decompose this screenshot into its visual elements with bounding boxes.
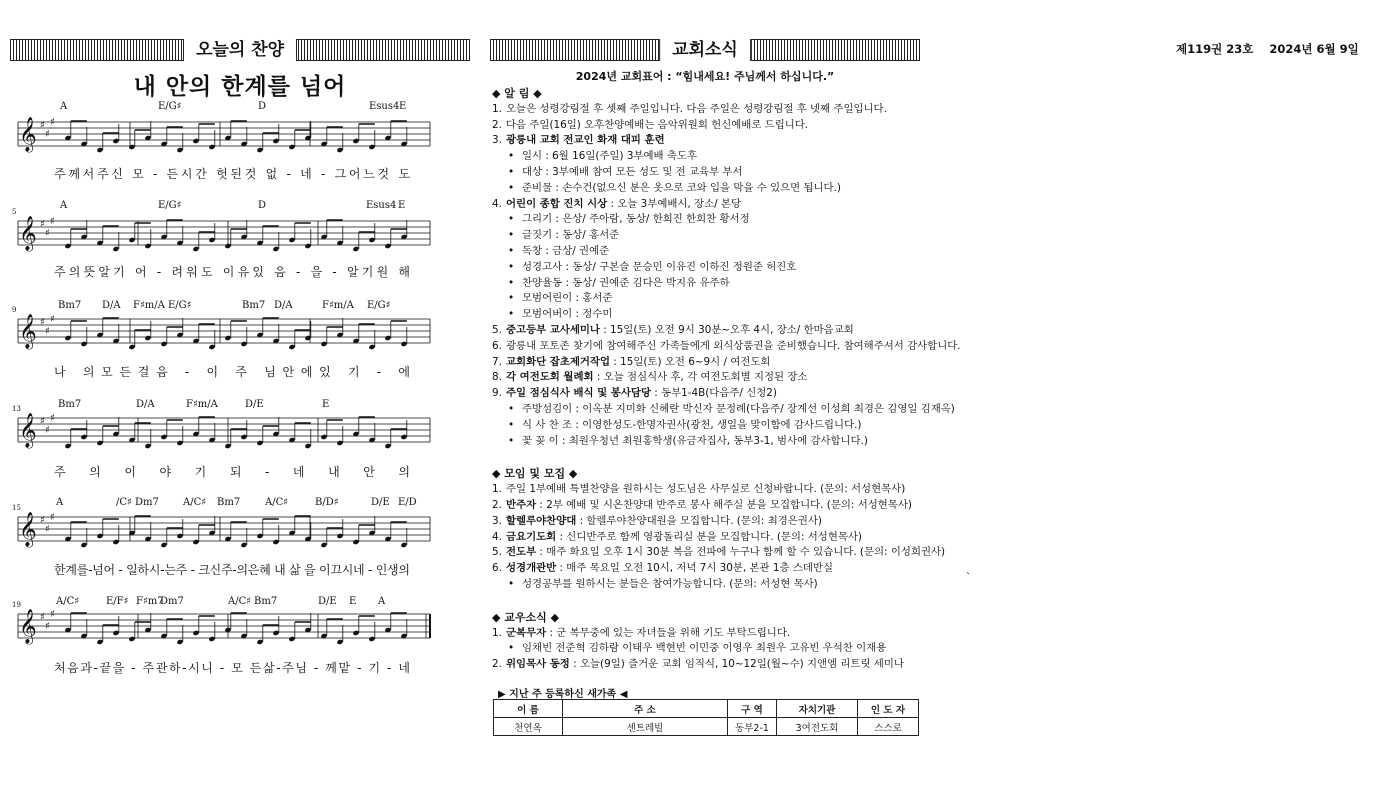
item-number: • (508, 276, 515, 289)
item-heading: 교회화단 잡초제거작업 (506, 355, 610, 368)
item-text: : 오늘 점심식사 후, 각 여전도회별 지정된 장소 (593, 371, 808, 384)
item-text: 모범어버이 : 정수미 (522, 308, 613, 321)
key-sharp: ♯ (40, 416, 45, 427)
item-text: 대상 : 3부예배 참여 모든 성도 및 전 교육부 부서 (522, 165, 743, 178)
item-text: : 매주 화요일 오후 1시 30분 복음 전파에 누구나 함께 할 수 있습니다. (문의: 이성희권사) (536, 546, 946, 559)
chord-symbol: E/G♯ (168, 300, 192, 311)
news-subitem (492, 577, 932, 593)
item-number: 3. (492, 514, 502, 527)
key-sharp: ♯ (50, 512, 55, 523)
news-item (492, 370, 932, 386)
item-text: 주일 1부예배 특별찬양을 원하시는 성도님은 사무실로 신청바랍니다. (문의: 서성현목사) (506, 483, 906, 496)
item-number: 4. (492, 530, 502, 543)
table-cell: 동부2-1 (728, 718, 777, 736)
key-sharp: ♯ (40, 612, 45, 623)
item-number: 1. (492, 483, 502, 496)
item-number: 2. (492, 118, 502, 131)
news-item (492, 561, 932, 577)
lyrics-line: 주 의 이 야 기 되 - 네 내 안 의 (54, 465, 410, 479)
chord-symbol: E/D (398, 497, 417, 508)
news-subitem (492, 307, 932, 323)
chord-symbol: A/C♯ (183, 497, 207, 508)
chord-symbol: D (258, 101, 267, 112)
hymn-section-title: 오늘의 찬양 (183, 39, 297, 61)
news-item (492, 530, 932, 546)
chord-symbol: Dm7 (135, 497, 159, 508)
item-text: : 동부1-4B(다음주/ 신청2) (650, 387, 777, 400)
lyrics-line: 주의뜻알기 어 - 려워도 이유있 음 - 을 - 알기원 해 (54, 265, 410, 279)
chord-symbol: D/A (136, 399, 155, 410)
treble-clef: 𝄞 (19, 216, 37, 251)
news-subitem (492, 212, 932, 228)
item-heading: 주일 점심식사 배식 및 봉사담당 (506, 387, 651, 400)
news-subitem (492, 641, 932, 657)
key-sharp: ♯ (40, 219, 45, 230)
chord-symbol: E (322, 399, 330, 410)
news-section-title: 교회소식 (659, 39, 751, 61)
item-heading: 광릉내 교회 전교인 화재 대피 훈련 (506, 134, 665, 147)
item-heading: 중고등부 교사세미나 (506, 323, 600, 336)
item-number: • (508, 308, 515, 321)
treble-clef: 𝄞 (19, 413, 37, 448)
sheet-music (0, 0, 480, 785)
lyrics-line: 처음과-끝을 - 주관하-시니 - 모 든삶-주님 - 께맡 - 기 - 네 (54, 661, 410, 675)
news-item (492, 339, 961, 355)
item-number: 1. (492, 626, 502, 639)
key-sharp: ♯ (50, 117, 55, 128)
item-text: : 15일(토) 오전 6~9시 / 여전도회 (610, 355, 771, 368)
column-header: 이 름 (494, 700, 563, 718)
item-number: 8. (492, 371, 502, 384)
item-heading: 전도부 (506, 546, 537, 559)
chord-symbol: A (60, 200, 68, 211)
new-family-table (493, 699, 919, 736)
chord-symbol: E (349, 596, 357, 607)
column-header: 구 역 (728, 700, 777, 718)
treble-clef: 𝄞 (19, 609, 37, 644)
church-motto: 2024년 교회표어 : “힘내세요! 주님께서 하십니다.” (575, 70, 835, 83)
lyrics-line: 한계를-넘어 - 일하시-는주 - 크신주-의은혜 내 삶 을 이끄시네 - 인생의 (54, 563, 410, 577)
hymn-title: 내 안의 한계를 넘어 (133, 74, 347, 100)
column-header: 주 소 (563, 700, 728, 718)
chord-symbol: Esus4 (369, 101, 400, 112)
chord-symbol: D (258, 200, 267, 211)
item-text: 모범어린이 : 홍서준 (522, 292, 613, 305)
news-item (492, 545, 946, 561)
lyrics-line: 나 의모든걸음 - 이 주 님안에있 기 - 에 (54, 365, 411, 379)
new-family-heading: ▶ 지난 주 등록하신 새가족 ◀ (498, 689, 628, 700)
item-text: 성경공부를 원하시는 분들은 참여가능합니다. (문의: 서성현 목사) (522, 577, 818, 590)
item-text: : 2부 예배 및 시온찬양대 반주로 봉사 해주실 분을 모집합니다. (문의: 서성현목사) (536, 498, 912, 511)
chord-symbol: A/C♯ (56, 596, 80, 607)
news-item (492, 386, 932, 402)
item-number: • (508, 260, 515, 273)
item-text: 준비물 : 손수건(없으신 분은 옷으로 코와 입을 막을 수 있으면 됩니다.) (522, 181, 841, 194)
chord-symbol: Bm7 (242, 300, 266, 311)
item-number: • (508, 150, 515, 163)
item-number: 5. (492, 546, 502, 559)
news-subitem (492, 276, 932, 292)
news-item (492, 323, 932, 339)
news-subitem (492, 149, 932, 165)
item-number: 7. (492, 355, 502, 368)
table-cell: 센트레빌 (563, 718, 728, 736)
news-subitem (492, 402, 955, 418)
item-number: 1. (492, 102, 502, 115)
news-item (492, 133, 932, 149)
item-heading: 군복무자 (506, 626, 547, 639)
item-number: • (508, 181, 515, 194)
news-section-heading: ◆ 모임 및 모집 ◆ (492, 467, 578, 481)
treble-clef: 𝄞 (19, 314, 37, 349)
news-section-bar (490, 39, 920, 61)
item-text: : 매주 목요일 오전 10시, 저녁 7시 30분, 본관 1층 스데반실 (556, 562, 833, 575)
item-text: : 15일(토) 오전 9시 30분~오후 4시, 장소/ 한마음교회 (599, 323, 854, 336)
chord-symbol: Bm7 (254, 596, 278, 607)
key-sharp: ♯ (40, 120, 45, 131)
chord-symbol: E (399, 101, 407, 112)
news-subitem (492, 260, 932, 276)
item-text: : 오늘 3부예배시, 장소/ 본당 (607, 197, 742, 210)
chord-symbol: Bm7 (58, 300, 82, 311)
item-text: 그리기 : 은상/ 주아람, 동상/ 한희진 한희찬 황서정 (522, 213, 750, 226)
key-sharp: ♯ (45, 326, 50, 337)
chord-symbol: Bm7 (217, 497, 241, 508)
news-subitem (492, 434, 932, 450)
chord-symbol: D/E (318, 596, 337, 607)
item-text: 꽃 꽂 이 : 최원우청년 최원홍학생(유금자집사, 동부3-1, 범사에 감사합니다.) (522, 434, 868, 447)
chord-symbol: D/E (245, 399, 264, 410)
chord-symbol: F♯m/A (133, 300, 165, 311)
measure-number: 9 (12, 306, 17, 314)
chord-symbol: Bm7 (58, 399, 82, 410)
item-heading: 각 여전도회 월례회 (506, 371, 594, 384)
news-item (492, 102, 932, 118)
chord-symbol: B/D♯ (315, 497, 339, 508)
key-sharp: ♯ (50, 609, 55, 620)
key-sharp: ♯ (40, 515, 45, 526)
table-cell: 3여전도회 (777, 718, 858, 736)
item-text: : 군 복무중에 있는 자녀들을 위해 기도 부탁드립니다. (546, 626, 791, 639)
news-item (492, 197, 932, 213)
item-text: 글짓기 : 동상/ 홍서준 (522, 229, 620, 242)
news-subitem (492, 418, 932, 434)
chord-symbol: E/G♯ (367, 300, 391, 311)
lyrics-line: 주께서주신 모 - 든시간 헛된것 없 - 네 - 그어느것 도 (54, 167, 411, 181)
item-text: : 신디반주로 함께 영광돌리실 분을 모집합니다. (문의: 서성현목사) (556, 530, 862, 543)
item-number: • (508, 165, 515, 178)
item-heading: 어린이 종합 진치 시상 (506, 197, 608, 210)
item-number: 4. (492, 197, 502, 210)
news-item (492, 626, 932, 642)
item-heading: 성경개관반 (506, 562, 557, 575)
chord-symbol: A/C♯ (228, 596, 252, 607)
news-subitem (492, 181, 932, 197)
item-text: 다음 주일(16일) 오후찬양예배는 음악위원회 헌신예배로 드립니다. (506, 118, 809, 131)
item-text: 임채빈 전준혁 김하람 이태우 백현빈 이민중 이영우 최원우 고유빈 우석찬 이재용 (522, 642, 887, 655)
measure-number: 15 (12, 504, 21, 512)
column-header: 자치기관 (777, 700, 858, 718)
item-number: • (508, 642, 515, 655)
treble-clef: 𝄞 (19, 512, 37, 547)
news-item (492, 657, 932, 673)
item-number: 6. (492, 562, 502, 575)
key-sharp: ♯ (45, 524, 50, 535)
measure-number: 5 (12, 208, 17, 216)
news-subitem (492, 291, 932, 307)
key-sharp: ♯ (40, 317, 45, 328)
chord-symbol: A (56, 497, 64, 508)
item-number: • (508, 418, 515, 431)
news-subitem (492, 228, 932, 244)
item-number: 6. (492, 339, 502, 352)
news-item (492, 482, 932, 498)
item-text: : 오늘(9일) 즐거운 교회 임직식, 10~12일(월~수) 지앤엠 리트릿 세미나 (569, 658, 904, 671)
item-heading: 반주자 (506, 498, 537, 511)
news-item (492, 514, 932, 530)
chord-symbol: D/A (274, 300, 293, 311)
table-row (494, 718, 919, 736)
table-cell: 천연옥 (494, 718, 563, 736)
item-number: • (508, 229, 515, 242)
chord-symbol: E/F♯ (106, 596, 129, 607)
chord-symbol: A/C♯ (265, 497, 289, 508)
chord-symbol: F♯m7 (136, 596, 164, 607)
item-number: • (508, 213, 515, 226)
item-text: 오늘은 성령강림절 후 셋째 주일입니다. 다음 주일은 성령강림절 후 넷째 주일입니다. (506, 102, 887, 115)
item-heading: 위임목사 동정 (506, 658, 570, 671)
key-sharp: ♯ (50, 314, 55, 325)
chord-symbol: A (60, 101, 68, 112)
table-cell: 스스로 (858, 718, 919, 736)
item-heading: 금요기도회 (506, 530, 557, 543)
item-text: 성경고사 : 동상/ 구본슬 문승민 이유진 이하진 정원준 허진호 (522, 260, 797, 273)
news-item (492, 498, 932, 514)
key-sharp: ♯ (45, 228, 50, 239)
chord-symbol: E (398, 200, 406, 211)
chord-symbol: E/G♯ (158, 101, 182, 112)
chord-symbol: D/E (371, 497, 390, 508)
item-number: • (508, 402, 515, 415)
item-text: : 할렐루야찬양대원을 모집합니다. (문의: 최경은권사) (576, 514, 822, 527)
news-subitem (492, 244, 932, 260)
item-text: 주방섬김이 : 이옥분 지미화 신혜란 박신자 문정례(다음주/ 장계선 이성희 최경은 김영일 김재옥) (522, 402, 955, 415)
chord-symbol: D/A (102, 300, 121, 311)
item-number: 5. (492, 323, 502, 336)
item-number: • (508, 244, 515, 257)
item-number: • (508, 292, 515, 305)
chord-symbol: Esus4 (366, 200, 397, 211)
news-subitem (492, 165, 932, 181)
chord-symbol: F♯m/A (186, 399, 218, 410)
key-sharp: ♯ (45, 425, 50, 436)
news-item (492, 355, 932, 371)
item-text: 독창 : 금상/ 권예준 (522, 244, 610, 257)
key-sharp: ♯ (45, 129, 50, 140)
item-number: 9. (492, 387, 502, 400)
news-section-heading: ◆ 교우소식 ◆ (492, 610, 560, 624)
item-number: 2. (492, 498, 502, 511)
news-list (492, 86, 961, 673)
key-sharp: ♯ (50, 413, 55, 424)
item-number: • (508, 577, 515, 590)
issue-date: 제119권 23호 2024년 6월 9일 (1176, 42, 1359, 56)
stray-mark: ` (966, 572, 971, 583)
item-number: 3. (492, 134, 502, 147)
chord-symbol: F♯m/A (322, 300, 354, 311)
news-section-heading: ◆ 알 림 ◆ (492, 87, 542, 100)
item-text: 일시 : 6월 16일(주일) 3부예배 축도후 (522, 150, 698, 163)
item-text: 찬양율동 : 동상/ 권예준 김다은 박지유 유주하 (522, 276, 730, 289)
news-item (492, 118, 932, 134)
chord-symbol: /C♯ (116, 497, 132, 508)
item-text: 식 사 찬 조 : 이영한성도-한명자권사(광천, 생일을 맞이함에 감사드립니다.) (522, 418, 862, 431)
key-sharp: ♯ (45, 621, 50, 632)
key-sharp: ♯ (50, 216, 55, 227)
measure-number: 19 (12, 601, 21, 609)
treble-clef: 𝄞 (19, 117, 37, 152)
item-heading: 할렐루야찬양대 (506, 514, 577, 527)
measure-number: 13 (12, 405, 21, 413)
item-number: 2. (492, 658, 502, 671)
chord-symbol: E/G♯ (158, 200, 182, 211)
item-text: 광릉내 포토존 찾기에 참여해주신 가족들에게 외식상품권을 준비했습니다. 참여해주셔서 감사합니다. (506, 339, 961, 352)
chord-symbol: A (378, 596, 386, 607)
column-header: 인 도 자 (858, 700, 919, 718)
chord-symbol: Dm7 (160, 596, 184, 607)
item-number: • (508, 434, 515, 447)
